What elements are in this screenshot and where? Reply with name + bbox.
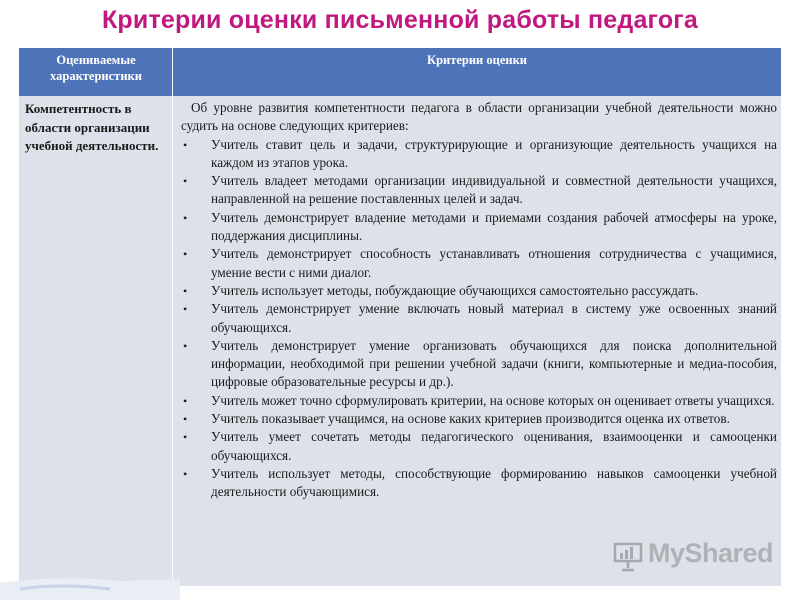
criterion-text: Учитель демонстрирует умение организовать обучающихся для поиска дополнительной информации, необходимой при решении учебной задачи (книги, компьютерные и медиа-пособия, цифровые образовательные ресурсы и др.).: [211, 337, 777, 390]
criterion-text: Учитель ставит цель и задачи, структурирующие и организующие деятельность учащихся на каждом из этапов урока.: [211, 136, 777, 170]
page-title: Критерии оценки письменной работы педагога: [101, 6, 699, 34]
list-item: [181, 172, 777, 209]
bullet-icon: •: [183, 247, 188, 262]
criterion-text: Учитель демонстрирует способность устанавливать отношения сотрудничества с учащимися, умение вести с ними диалог.: [211, 246, 777, 280]
criterion-text: Учитель может точно сформулировать критерии, на основе которых он оценивает ответы учащихся.: [211, 392, 775, 408]
bullet-icon: •: [183, 137, 188, 152]
list-item: [181, 410, 777, 428]
bullet-icon: •: [183, 393, 188, 408]
criterion-text: Учитель демонстрирует владение методами и приемами создания рабочей атмосферы на уроке, поддержания дисциплины.: [211, 209, 777, 244]
criterion-text: Учитель умеет сочетать методы педагогического оценивания, взаимооценки и самооценки обучающихся.: [211, 429, 777, 463]
list-item: [181, 428, 777, 465]
list-item: [181, 300, 777, 337]
criterion-text: Учитель использует методы, способствующие формированию навыков самооценки учебной деятельности обучающимися.: [211, 465, 777, 500]
criteria-table: [19, 48, 781, 586]
characteristic-cell: [19, 96, 173, 586]
column-header-characteristics: Оцениваемые характеристики: [50, 53, 142, 83]
criterion-text: Учитель показывает учащимся, на основе каких критериев производится оценка их ответов.: [211, 411, 730, 427]
watermark-text: MyShared: [648, 538, 774, 568]
criteria-cell: [173, 96, 781, 586]
list-item: [181, 465, 777, 502]
bullet-icon: •: [183, 210, 188, 225]
criteria-list: [181, 136, 777, 502]
list-item: [181, 282, 777, 300]
bullet-icon: •: [183, 283, 188, 298]
column-header-criteria: Критерии оценки: [427, 53, 527, 67]
table-header-row: [19, 48, 781, 96]
criterion-text: Учитель использует методы, побуждающие обучающихся самостоятельно рассуждать.: [211, 282, 699, 298]
criterion-text: Учитель владеет методами организации индивидуальной и совместной деятельности учащихся, направленной на решение поставленных целей и задач.: [211, 173, 777, 207]
characteristic-label: Компетентность в области организации учебной деятельности.: [25, 101, 159, 153]
list-item: [181, 392, 777, 410]
bullet-icon: •: [183, 302, 188, 317]
bullet-icon: •: [183, 412, 188, 427]
decorative-swoosh: [0, 575, 180, 600]
list-item: [181, 136, 777, 173]
criterion-text: Учитель демонстрирует умение включать новый материал в систему уже освоенных знаний обучающихся.: [211, 301, 777, 335]
list-item: [181, 337, 777, 392]
watermark-logo: [612, 536, 792, 576]
criteria-content: [181, 99, 777, 502]
bullet-icon: •: [183, 174, 188, 189]
list-item: [181, 209, 777, 246]
bullet-icon: •: [183, 430, 188, 445]
presentation-icon: [612, 540, 644, 572]
criteria-intro: Об уровне развития компетентности педагога в области организации учебной деятельности можно судить на основе следующих критериев:: [181, 100, 777, 134]
bullet-icon: •: [183, 338, 188, 353]
bullet-icon: •: [183, 466, 188, 481]
list-item: [181, 245, 777, 282]
